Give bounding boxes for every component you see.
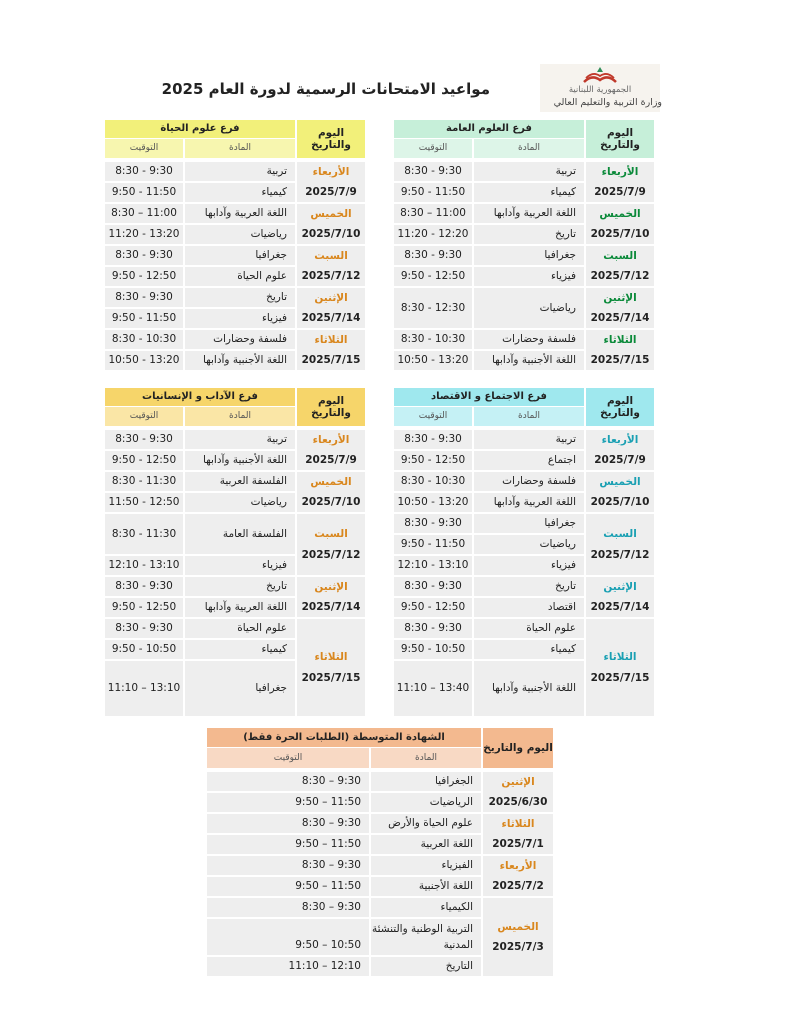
- subject-cell: اقتصاد: [474, 598, 584, 617]
- exam-date: 2025/7/15: [590, 671, 650, 684]
- day-date-cell: [586, 577, 654, 617]
- exam-date: 2025/7/9: [305, 186, 357, 198]
- subject-cell: اللغة الأجنبية وآدابها: [474, 661, 584, 716]
- time-cell: 9:50 - 12:50: [394, 267, 472, 286]
- subject-cell: رياضيات: [185, 225, 295, 244]
- time-cell: 8:30 - 9:30: [105, 288, 183, 307]
- subject-cell: فلسفة وحضارات: [474, 330, 584, 349]
- time-cell: 9:50 - 12:50: [105, 267, 183, 286]
- branch-name: الشهادة المتوسطة (الطلبات الحرة فقط): [207, 728, 481, 747]
- exam-date: 2025/7/1: [492, 838, 544, 850]
- time-header: التوقيت: [105, 139, 183, 158]
- day-name: الأربعاء: [601, 433, 639, 446]
- time-cell: 8:30 – 11:00: [394, 204, 472, 223]
- time-cell: 11:50 - 12:50: [105, 493, 183, 512]
- subject-cell: فيزياء: [185, 556, 295, 575]
- day-name: الأربعاء: [312, 433, 350, 446]
- branch-name: فرع الاجتماع و الاقتصاد: [394, 388, 584, 406]
- subject-cell: اللغة العربية وآدابها: [185, 598, 295, 617]
- time-cell: 8:30 - 9:30: [394, 577, 472, 596]
- time-cell: 9:50 - 10:50: [394, 640, 472, 659]
- logo-ministry-text: وزارة التربية والتعليم العالي: [553, 97, 662, 108]
- day-name: الثلاثاء: [603, 651, 637, 664]
- day-name: الخميس: [310, 475, 352, 488]
- time-cell: 9:50 - 12:50: [105, 598, 183, 617]
- exam-date: 2025/7/14: [590, 312, 650, 324]
- subject-cell: الجغرافيا: [371, 772, 481, 791]
- subject-cell: فلسفة وحضارات: [185, 330, 295, 349]
- time-cell: 11:20 - 13:20: [105, 225, 183, 244]
- subject-cell: رياضيات: [474, 535, 584, 554]
- logo-republic-text: الجمهورية اللبنانية: [568, 85, 632, 95]
- day-name: الإثنين: [501, 775, 535, 788]
- time-cell: 8:30 - 9:30: [105, 619, 183, 638]
- day-date-cell: [297, 472, 365, 512]
- exam-date: 2025/7/9: [305, 454, 357, 466]
- exam-date: 2025/7/12: [590, 548, 650, 561]
- time-cell: 8:30 - 9:30: [394, 430, 472, 449]
- day-name: الثلاثاء: [603, 333, 637, 346]
- day-name: السبت: [314, 249, 348, 262]
- subject-cell: علوم الحياة: [185, 267, 295, 286]
- time-cell: 8:30 – 11:00: [105, 204, 183, 223]
- exam-date: 2025/7/10: [590, 228, 650, 240]
- subject-cell: اللغة العربية وآدابها: [474, 204, 584, 223]
- time-cell: 9:50 - 11:50: [394, 535, 472, 554]
- subject-header: المادة: [474, 407, 584, 426]
- subject-cell: اللغة الأجنبية وآدابها: [185, 451, 295, 470]
- time-header: التوقيت: [394, 139, 472, 158]
- day-date-cell: [586, 162, 654, 202]
- subject-header: المادة: [371, 748, 481, 768]
- day-name: الأربعاء: [312, 165, 350, 178]
- time-cell: 8:30 - 12:30: [394, 288, 472, 328]
- subject-cell: تربية: [185, 430, 295, 449]
- time-cell: 10:50 - 13:20: [394, 351, 472, 370]
- subject-cell: فيزياء: [474, 556, 584, 575]
- day-name: الأربعاء: [499, 859, 537, 872]
- day-name: الخميس: [599, 475, 641, 488]
- time-cell: 11:10 – 13:10: [105, 661, 183, 716]
- exam-date: 2025/7/9: [594, 454, 646, 466]
- time-cell: 11:10 – 13:40: [394, 661, 472, 716]
- day-date-header: اليوم والتاريخ: [586, 120, 654, 158]
- day-name: الإثنين: [314, 580, 348, 593]
- day-date-cell: [297, 288, 365, 328]
- time-cell: 10:50 - 13:20: [394, 493, 472, 512]
- subject-header: المادة: [474, 139, 584, 158]
- time-cell: 8:30 - 9:30: [394, 162, 472, 181]
- exam-date: 2025/7/10: [301, 228, 361, 240]
- time-cell: 9:50 - 12:50: [105, 451, 183, 470]
- time-cell: 12:10 - 13:10: [105, 556, 183, 575]
- day-name: الخميس: [497, 920, 539, 933]
- subject-cell: فلسفة وحضارات: [474, 472, 584, 491]
- subject-cell: الفلسفة العامة: [185, 514, 295, 554]
- time-cell: 9:50 – 11:50: [207, 835, 369, 854]
- time-cell: 8:30 - 10:30: [105, 330, 183, 349]
- page-title: مواعيد الامتحانات الرسمية لدورة العام 2025: [161, 80, 490, 98]
- exam-date: 2025/7/14: [590, 601, 650, 613]
- exam-date: 2025/7/10: [590, 496, 650, 508]
- subject-cell: علوم الحياة: [185, 619, 295, 638]
- time-cell: 8:30 - 11:30: [105, 472, 183, 491]
- subject-cell: كيمياء: [474, 640, 584, 659]
- day-date-cell: [586, 472, 654, 512]
- subject-line: التربية الوطنية والتنشئة: [371, 922, 473, 935]
- time-cell: 10:50 - 13:20: [105, 351, 183, 370]
- day-date-header: اليوم والتاريخ: [586, 388, 654, 426]
- subject-cell: تاريخ: [185, 577, 295, 596]
- time-cell: 9:50 - 11:50: [105, 183, 183, 202]
- day-date-cell: [297, 514, 365, 575]
- day-date-cell: [297, 619, 365, 716]
- subject-header: المادة: [185, 139, 295, 158]
- day-name: الإثنين: [603, 580, 637, 593]
- exam-date: 2025/7/12: [301, 548, 361, 561]
- branch-name: فرع علوم الحياة: [105, 120, 295, 138]
- time-cell: 9:50 - 10:50: [105, 640, 183, 659]
- subject-cell: كيمياء: [185, 183, 295, 202]
- subject-cell: اللغة الأجنبية وآدابها: [474, 351, 584, 370]
- subject-cell: كيمياء: [185, 640, 295, 659]
- day-date-cell: [586, 514, 654, 575]
- day-date-cell: [297, 330, 365, 370]
- subject-cell: فيزياء: [185, 309, 295, 328]
- day-date-cell: [586, 246, 654, 286]
- subject-cell: جغرافيا: [185, 661, 295, 716]
- day-name: الخميس: [599, 207, 641, 220]
- subject-cell: اللغة الأجنبية وآدابها: [185, 351, 295, 370]
- subject-cell: اللغة العربية وآدابها: [185, 204, 295, 223]
- time-cell: 9:50 - 12:50: [394, 598, 472, 617]
- day-date-cell: [586, 204, 654, 244]
- time-cell: 8:30 – 9:30: [207, 898, 369, 917]
- exam-date: 2025/7/9: [594, 186, 646, 198]
- subject-cell: الكيمياء: [371, 898, 481, 917]
- subject-line: المدنية: [443, 939, 473, 951]
- time-cell: 9:50 - 12:50: [394, 451, 472, 470]
- day-date-cell: [483, 814, 553, 854]
- day-date-cell: [586, 288, 654, 328]
- time-cell: 9:50 – 10:50: [207, 919, 369, 955]
- subject-cell: جغرافيا: [474, 246, 584, 265]
- day-date-cell: [483, 898, 553, 976]
- subject-cell: تاريخ: [474, 577, 584, 596]
- day-name: السبت: [603, 249, 637, 262]
- exam-date: 2025/6/30: [488, 796, 548, 808]
- subject-cell: تربية: [474, 162, 584, 181]
- subject-cell: التاريخ: [371, 957, 481, 976]
- time-cell: 8:30 - 10:30: [394, 330, 472, 349]
- subject-cell: رياضيات: [185, 493, 295, 512]
- time-header: التوقيت: [394, 407, 472, 426]
- subject-cell: اللغة الأجنبية: [371, 877, 481, 896]
- day-date-cell: [297, 577, 365, 617]
- exam-date: 2025/7/12: [590, 270, 650, 282]
- day-name: الثلاثاء: [314, 333, 348, 346]
- time-cell: 8:30 - 9:30: [105, 577, 183, 596]
- day-date-cell: [483, 772, 553, 812]
- day-name: السبت: [603, 528, 637, 541]
- time-cell: 8:30 - 10:30: [394, 472, 472, 491]
- day-date-cell: [297, 162, 365, 202]
- subject-cell: اجتماع: [474, 451, 584, 470]
- exam-date: 2025/7/14: [301, 312, 361, 324]
- day-date-header: اليوم والتاريخ: [297, 388, 365, 426]
- day-name: الإثنين: [603, 291, 637, 304]
- day-name: الإثنين: [314, 291, 348, 304]
- subject-cell: جغرافيا: [185, 246, 295, 265]
- time-cell: 8:30 – 9:30: [207, 856, 369, 875]
- branch-name: فرع الآداب و الإنسانيات: [105, 388, 295, 406]
- subject-cell: كيمياء: [474, 183, 584, 202]
- time-cell: 8:30 - 9:30: [105, 430, 183, 449]
- day-date-cell: [586, 619, 654, 716]
- branch-name: فرع العلوم العامة: [394, 120, 584, 138]
- subject-header: المادة: [185, 407, 295, 426]
- subject-cell: تاريخ: [474, 225, 584, 244]
- time-header: التوقيت: [207, 748, 369, 768]
- time-cell: 8:30 - 9:30: [105, 162, 183, 181]
- day-name: الأربعاء: [601, 165, 639, 178]
- day-name: الثلاثاء: [314, 651, 348, 664]
- time-cell: 11:10 – 12:10: [207, 957, 369, 976]
- day-date-cell: [586, 430, 654, 470]
- time-cell: 8:30 - 11:30: [105, 514, 183, 554]
- time-cell: 9:50 – 11:50: [207, 877, 369, 896]
- day-name: السبت: [314, 528, 348, 541]
- subject-cell: اللغة العربية وآدابها: [474, 493, 584, 512]
- exam-date: 2025/7/10: [301, 496, 361, 508]
- subject-cell: تاريخ: [185, 288, 295, 307]
- exam-date: 2025/7/15: [301, 354, 361, 366]
- time-cell: 8:30 - 9:30: [394, 514, 472, 533]
- subject-cell: الرياضيات: [371, 793, 481, 812]
- exam-date: 2025/7/15: [590, 354, 650, 366]
- exam-date: 2025/7/2: [492, 880, 544, 892]
- day-date-header: اليوم والتاريخ: [483, 728, 553, 768]
- subject-cell: الفيزياء: [371, 856, 481, 875]
- exam-date: 2025/7/3: [492, 941, 544, 953]
- subject-cell: علوم الحياة والأرض: [371, 814, 481, 833]
- subject-cell: جغرافيا: [474, 514, 584, 533]
- exam-date: 2025/7/14: [301, 601, 361, 613]
- time-cell: 12:10 - 13:10: [394, 556, 472, 575]
- time-cell: 9:50 - 11:50: [105, 309, 183, 328]
- day-date-cell: [483, 856, 553, 896]
- time-cell: 8:30 – 9:30: [207, 814, 369, 833]
- time-cell: 9:50 - 11:50: [394, 183, 472, 202]
- subject-cell: الفلسفة العربية: [185, 472, 295, 491]
- day-date-header: اليوم والتاريخ: [297, 120, 365, 158]
- day-date-cell: [297, 430, 365, 470]
- time-cell: 9:50 – 11:50: [207, 793, 369, 812]
- subject-cell: تربية: [474, 430, 584, 449]
- exam-date: 2025/7/15: [301, 671, 361, 684]
- time-cell: 8:30 - 9:30: [394, 246, 472, 265]
- day-date-cell: [297, 204, 365, 244]
- day-name: الثلاثاء: [501, 817, 535, 830]
- subject-cell: اللغة العربية: [371, 835, 481, 854]
- time-cell: 8:30 – 9:30: [207, 772, 369, 791]
- day-date-cell: [586, 330, 654, 370]
- subject-cell: رياضيات: [474, 288, 584, 328]
- subject-cell: علوم الحياة: [474, 619, 584, 638]
- subject-cell: [371, 919, 481, 955]
- time-cell: 8:30 - 9:30: [105, 246, 183, 265]
- time-header: التوقيت: [105, 407, 183, 426]
- exam-date: 2025/7/12: [301, 270, 361, 282]
- time-cell: 8:30 - 9:30: [394, 619, 472, 638]
- subject-cell: تربية: [185, 162, 295, 181]
- subject-cell: فيزياء: [474, 267, 584, 286]
- day-date-cell: [297, 246, 365, 286]
- time-cell: 11:20 - 12:20: [394, 225, 472, 244]
- day-name: الخميس: [310, 207, 352, 220]
